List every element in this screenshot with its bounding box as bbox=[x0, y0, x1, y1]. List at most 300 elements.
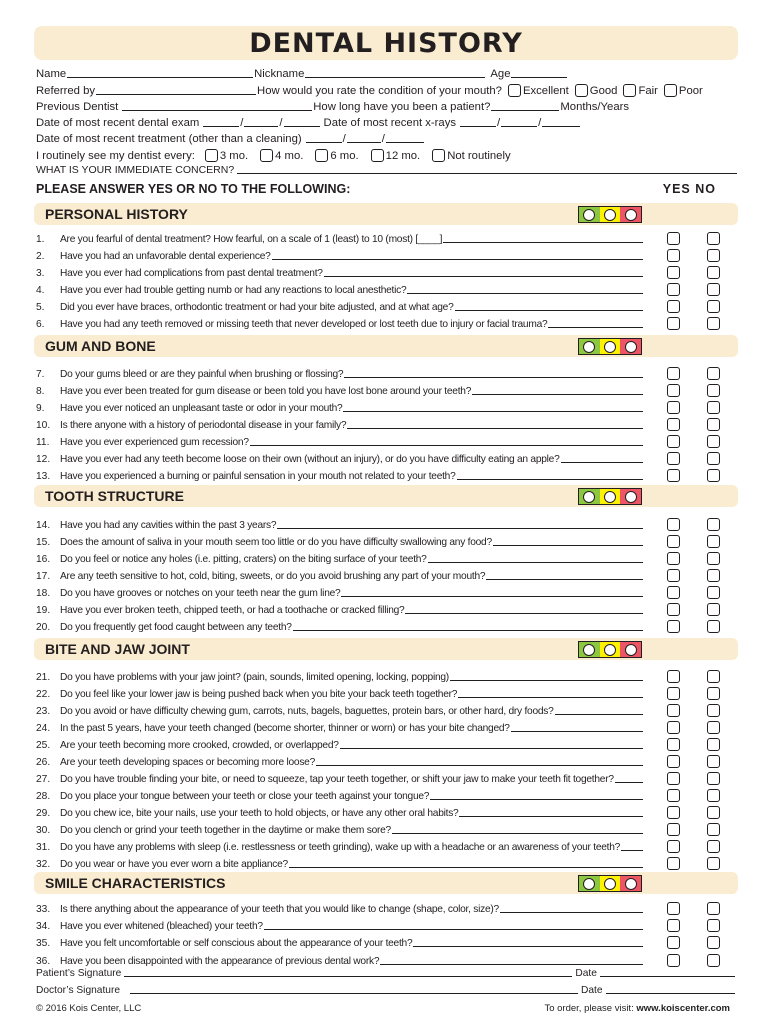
yes-checkbox[interactable] bbox=[667, 435, 680, 448]
risk-light-yellow bbox=[600, 207, 621, 222]
section-header bbox=[34, 485, 738, 507]
doctor-signature-line bbox=[36, 984, 738, 996]
answer-line[interactable] bbox=[458, 688, 643, 698]
no-checkbox[interactable] bbox=[707, 823, 720, 836]
question-text: Have you ever been treated for gum disease or been told you have lost bone around your teeth? bbox=[60, 386, 472, 397]
question-number: 22. bbox=[36, 689, 51, 700]
yes-checkbox[interactable] bbox=[667, 738, 680, 751]
section-title: PERSONAL HISTORY bbox=[45, 206, 188, 222]
question-number: 32. bbox=[36, 859, 51, 870]
concern-label: WHAT IS YOUR IMMEDIATE CONCERN? bbox=[36, 164, 235, 176]
risk-indicator bbox=[578, 488, 642, 505]
answer-line[interactable] bbox=[277, 519, 643, 529]
yes-checkbox[interactable] bbox=[667, 300, 680, 313]
answer-line[interactable] bbox=[555, 705, 643, 715]
routine-not-routinely-checkbox[interactable] bbox=[432, 149, 445, 162]
patient-info bbox=[36, 64, 736, 162]
answer-line[interactable] bbox=[428, 553, 643, 563]
no-checkbox[interactable] bbox=[707, 569, 720, 582]
info-line-exam-xrays: Date of most recent dental exam / / Date of most recent x-rays / / bbox=[36, 113, 736, 129]
question-number: 23. bbox=[36, 706, 51, 717]
answer-line[interactable] bbox=[472, 385, 643, 395]
doctor-signature-field[interactable] bbox=[130, 984, 578, 994]
section-title: TOOTH STRUCTURE bbox=[45, 488, 184, 504]
question-number: 10. bbox=[36, 420, 51, 431]
question-number: 19. bbox=[36, 605, 51, 616]
answer-line[interactable] bbox=[289, 858, 643, 868]
concern-field[interactable] bbox=[237, 163, 737, 174]
patient-date-label: Date bbox=[575, 968, 597, 979]
risk-circle-icon[interactable] bbox=[625, 644, 637, 656]
no-checkbox[interactable] bbox=[707, 586, 720, 599]
answer-line[interactable] bbox=[340, 739, 643, 749]
yes-checkbox[interactable] bbox=[667, 919, 680, 932]
section-title: BITE AND JAW JOINT bbox=[45, 641, 190, 657]
question-row bbox=[36, 735, 738, 751]
nickname-field[interactable] bbox=[305, 67, 485, 78]
question-row bbox=[36, 899, 738, 915]
no-checkbox[interactable] bbox=[707, 789, 720, 802]
yes-checkbox[interactable] bbox=[667, 789, 680, 802]
copyright: © 2016 Kois Center, LLC bbox=[36, 1003, 142, 1014]
footer bbox=[36, 1003, 730, 1014]
question-number: 11. bbox=[36, 437, 50, 448]
rate-excellent-checkbox[interactable] bbox=[508, 84, 521, 97]
question-text: Do you clench or grind your teeth together in the daytime or make them sore? bbox=[60, 825, 391, 836]
question-number: 35. bbox=[36, 938, 51, 949]
answer-line[interactable] bbox=[341, 587, 643, 597]
no-checkbox[interactable] bbox=[707, 418, 720, 431]
question-number: 31. bbox=[36, 842, 51, 853]
question-text: Do your gums bleed or are they painful when brushing or flossing? bbox=[60, 369, 344, 380]
question-text: Have you been disappointed with the appearance of previous dental work? bbox=[60, 956, 380, 967]
question-row bbox=[36, 314, 738, 330]
question-row bbox=[36, 449, 738, 465]
question-text: Have you experienced a burning or painful sensation in your mouth not related to your teeth? bbox=[60, 471, 456, 482]
yes-checkbox[interactable] bbox=[667, 755, 680, 768]
no-checkbox[interactable] bbox=[707, 317, 720, 330]
risk-light-green bbox=[579, 876, 600, 891]
no-checkbox[interactable] bbox=[707, 232, 720, 245]
recent-xrays-label: Date of most recent x-rays bbox=[323, 117, 457, 130]
routine-option-label: 3 mo. bbox=[219, 149, 249, 162]
risk-indicator bbox=[578, 641, 642, 658]
answer-line[interactable] bbox=[493, 536, 643, 546]
no-checkbox[interactable] bbox=[707, 919, 720, 932]
answer-line[interactable] bbox=[430, 790, 643, 800]
patient-signature-field[interactable] bbox=[124, 967, 572, 977]
nickname-label: Nickname bbox=[254, 68, 305, 81]
risk-circle-icon[interactable] bbox=[604, 878, 616, 890]
question-row bbox=[36, 786, 738, 802]
yes-checkbox[interactable] bbox=[667, 586, 680, 599]
answer-line[interactable] bbox=[457, 470, 643, 480]
risk-light-yellow bbox=[600, 339, 621, 354]
question-text: Do you wear or have you ever worn a bite appliance? bbox=[60, 859, 288, 870]
exam-month-field[interactable] bbox=[203, 116, 239, 127]
risk-circle-icon[interactable] bbox=[604, 209, 616, 221]
no-checkbox[interactable] bbox=[707, 535, 720, 548]
question-text: Do you have any problems with sleep (i.e. restlessness or teeth grinding), wake up with a headache or an awareness of your teeth? bbox=[60, 842, 621, 853]
yes-checkbox[interactable] bbox=[667, 721, 680, 734]
question-text: In the past 5 years, have your teeth changed (become shorter, thinner or worn) or has your bite changed? bbox=[60, 723, 510, 734]
yes-checkbox[interactable] bbox=[667, 954, 680, 967]
question-number: 12. bbox=[36, 454, 51, 465]
order-text: To order, please visit: bbox=[544, 1003, 637, 1014]
question-text: Have you had any cavities within the past 3 years? bbox=[60, 520, 277, 531]
yes-checkbox[interactable] bbox=[667, 902, 680, 915]
no-checkbox[interactable] bbox=[707, 670, 720, 683]
yes-checkbox[interactable] bbox=[667, 518, 680, 531]
risk-circle-icon[interactable] bbox=[625, 878, 637, 890]
yes-checkbox[interactable] bbox=[667, 569, 680, 582]
question-row bbox=[36, 229, 738, 245]
answer-line[interactable] bbox=[548, 318, 643, 328]
answer-line[interactable] bbox=[344, 368, 643, 378]
risk-circle-icon[interactable] bbox=[625, 209, 637, 221]
instruction-text: PLEASE ANSWER YES OR NO TO THE FOLLOWING: bbox=[36, 182, 351, 196]
answer-line[interactable] bbox=[343, 402, 643, 412]
no-checkbox[interactable] bbox=[707, 401, 720, 414]
yes-checkbox[interactable] bbox=[667, 857, 680, 870]
no-checkbox[interactable] bbox=[707, 620, 720, 633]
question-text: Have you ever experienced gum recession? bbox=[60, 437, 249, 448]
yes-checkbox[interactable] bbox=[667, 823, 680, 836]
question-text: Have you ever had trouble getting numb or had any reactions to local anesthetic? bbox=[60, 285, 407, 296]
question-text: Do you have problems with your jaw joint? (pain, sounds, limited opening, locking, popping) bbox=[60, 672, 449, 683]
yes-checkbox[interactable] bbox=[667, 603, 680, 616]
answer-line[interactable] bbox=[293, 621, 643, 631]
question-row bbox=[36, 280, 738, 296]
doctor-date-label: Date bbox=[581, 985, 603, 996]
answer-line[interactable] bbox=[380, 955, 643, 965]
routine-label: I routinely see my dentist every: bbox=[36, 149, 195, 162]
no-checkbox[interactable] bbox=[707, 367, 720, 380]
risk-indicator bbox=[578, 206, 642, 223]
question-row bbox=[36, 803, 738, 819]
question-row bbox=[36, 246, 738, 262]
question-row bbox=[36, 701, 738, 717]
question-number: 34. bbox=[36, 921, 51, 932]
answer-line[interactable] bbox=[621, 841, 643, 851]
no-checkbox[interactable] bbox=[707, 469, 720, 482]
no-checkbox[interactable] bbox=[707, 772, 720, 785]
title-bar bbox=[34, 26, 738, 60]
risk-light-green bbox=[579, 207, 600, 222]
question-row bbox=[36, 398, 738, 414]
question-number: 29. bbox=[36, 808, 51, 819]
section-title: GUM AND BONE bbox=[45, 338, 156, 354]
risk-light-green bbox=[579, 642, 600, 657]
yes-checkbox[interactable] bbox=[667, 401, 680, 414]
risk-light-green bbox=[579, 339, 600, 354]
xrays-month-field[interactable] bbox=[460, 116, 496, 127]
question-row bbox=[36, 617, 738, 633]
answer-line[interactable] bbox=[405, 604, 643, 614]
question-text: Have you ever whitened (bleached) your teeth? bbox=[60, 921, 263, 932]
answer-line[interactable] bbox=[486, 570, 643, 580]
question-text: Do you place your tongue between your teeth or close your teeth against your tongue? bbox=[60, 791, 430, 802]
risk-light-yellow bbox=[600, 642, 621, 657]
question-number: 17. bbox=[36, 571, 51, 582]
answer-line[interactable] bbox=[443, 233, 643, 243]
risk-light-yellow bbox=[600, 489, 621, 504]
no-checkbox[interactable] bbox=[707, 840, 720, 853]
patient-date-field[interactable] bbox=[600, 967, 735, 977]
question-number: 5. bbox=[36, 302, 45, 313]
recent-exam-label: Date of most recent dental exam bbox=[36, 117, 200, 130]
answer-line[interactable] bbox=[264, 920, 643, 930]
answer-line[interactable] bbox=[455, 301, 644, 311]
yes-checkbox[interactable] bbox=[667, 936, 680, 949]
question-row bbox=[36, 532, 738, 548]
yes-checkbox[interactable] bbox=[667, 806, 680, 819]
no-checkbox[interactable] bbox=[707, 687, 720, 700]
no-checkbox[interactable] bbox=[707, 806, 720, 819]
yes-checkbox[interactable] bbox=[667, 283, 680, 296]
question-row bbox=[36, 549, 738, 565]
question-number: 18. bbox=[36, 588, 51, 599]
question-text: Have you ever had complications from past dental treatment? bbox=[60, 268, 323, 279]
yes-checkbox[interactable] bbox=[667, 772, 680, 785]
no-checkbox[interactable] bbox=[707, 518, 720, 531]
yes-checkbox[interactable] bbox=[667, 317, 680, 330]
routine-3mo-checkbox[interactable] bbox=[205, 149, 218, 162]
yes-checkbox[interactable] bbox=[667, 687, 680, 700]
question-number: 26. bbox=[36, 757, 51, 768]
rate-option-label: Poor bbox=[678, 84, 703, 97]
no-checkbox[interactable] bbox=[707, 300, 720, 313]
section-header bbox=[34, 335, 738, 357]
answer-line[interactable] bbox=[316, 756, 643, 766]
no-checkbox[interactable] bbox=[707, 755, 720, 768]
exam-day-field[interactable] bbox=[244, 116, 278, 127]
answer-line[interactable] bbox=[250, 436, 643, 446]
answer-line[interactable] bbox=[615, 773, 643, 783]
yes-checkbox[interactable] bbox=[667, 384, 680, 397]
question-text: Do you feel or notice any holes (i.e. pitting, craters) on the biting surface of your teeth? bbox=[60, 554, 427, 565]
yes-checkbox[interactable] bbox=[667, 670, 680, 683]
no-checkbox[interactable] bbox=[707, 902, 720, 915]
info-line-routine bbox=[36, 145, 736, 161]
question-row bbox=[36, 684, 738, 700]
age-field[interactable] bbox=[511, 67, 567, 78]
question-row bbox=[36, 263, 738, 279]
risk-indicator bbox=[578, 338, 642, 355]
question-number: 21. bbox=[36, 672, 51, 683]
question-number: 36. bbox=[36, 956, 51, 967]
no-checkbox[interactable] bbox=[707, 452, 720, 465]
answer-line[interactable] bbox=[347, 419, 643, 429]
no-checkbox[interactable] bbox=[707, 857, 720, 870]
answer-line[interactable] bbox=[272, 250, 643, 260]
info-line-name bbox=[36, 64, 736, 80]
info-line-referred bbox=[36, 80, 736, 96]
risk-light-green bbox=[579, 489, 600, 504]
rate-fair-checkbox[interactable] bbox=[623, 84, 636, 97]
question-row bbox=[36, 515, 738, 531]
no-checkbox[interactable] bbox=[707, 936, 720, 949]
question-row bbox=[36, 466, 738, 482]
rate-option-label: Fair bbox=[638, 84, 658, 97]
instructions bbox=[36, 182, 738, 196]
question-text: Have you felt uncomfortable or self conscious about the appearance of your teeth? bbox=[60, 938, 413, 949]
risk-light-red bbox=[620, 642, 641, 657]
risk-indicator bbox=[578, 875, 642, 892]
yes-checkbox[interactable] bbox=[667, 418, 680, 431]
question-row bbox=[36, 432, 738, 448]
no-checkbox[interactable] bbox=[707, 266, 720, 279]
question-row bbox=[36, 297, 738, 313]
risk-circle-icon[interactable] bbox=[604, 644, 616, 656]
doctor-date-field[interactable] bbox=[606, 984, 735, 994]
yes-checkbox[interactable] bbox=[667, 469, 680, 482]
question-number: 14. bbox=[36, 520, 51, 531]
question-row bbox=[36, 415, 738, 431]
info-line-previous-dentist bbox=[36, 97, 736, 113]
section-header bbox=[34, 203, 738, 225]
answer-line[interactable] bbox=[561, 453, 643, 463]
question-text: Are your teeth becoming more crooked, crowded, or overlapped? bbox=[60, 740, 339, 751]
risk-circle-icon[interactable] bbox=[625, 491, 637, 503]
question-text: Is there anyone with a history of periodontal disease in your family? bbox=[60, 420, 347, 431]
section-header bbox=[34, 638, 738, 660]
no-checkbox[interactable] bbox=[707, 435, 720, 448]
risk-circle-icon[interactable] bbox=[604, 341, 616, 353]
question-number: 15. bbox=[36, 537, 51, 548]
question-text: Do you feel like your lower jaw is being pushed back when you bite your back teeth together? bbox=[60, 689, 458, 700]
rate-question: How would you rate the condition of your mouth? bbox=[257, 84, 502, 97]
treatment-day-field[interactable] bbox=[347, 132, 381, 143]
question-text: Are you fearful of dental treatment? How fearful, on a scale of 1 (least) to 10 (most) [____] bbox=[60, 234, 443, 245]
risk-circle-icon[interactable] bbox=[604, 491, 616, 503]
risk-circle-icon[interactable] bbox=[583, 878, 595, 890]
answer-line[interactable] bbox=[413, 937, 643, 947]
rate-option-label: Good bbox=[589, 84, 618, 97]
yes-checkbox[interactable] bbox=[667, 704, 680, 717]
routine-12mo-checkbox[interactable] bbox=[371, 149, 384, 162]
order-info bbox=[544, 1003, 730, 1014]
website-link[interactable]: www.koiscenter.com bbox=[636, 1003, 730, 1014]
question-row bbox=[36, 769, 738, 785]
name-label: Name bbox=[36, 68, 67, 81]
no-checkbox[interactable] bbox=[707, 954, 720, 967]
yes-checkbox[interactable] bbox=[667, 249, 680, 262]
answer-line[interactable] bbox=[324, 267, 643, 277]
risk-circle-icon[interactable] bbox=[583, 341, 595, 353]
answer-line[interactable] bbox=[450, 671, 643, 681]
answer-line[interactable] bbox=[500, 903, 643, 913]
age-label: Age bbox=[490, 68, 511, 81]
patient-signature-label: Patient’s Signature bbox=[36, 968, 122, 979]
answer-line[interactable] bbox=[392, 824, 643, 834]
referred-field[interactable] bbox=[96, 84, 256, 95]
answer-line[interactable] bbox=[407, 284, 643, 294]
question-number: 28. bbox=[36, 791, 51, 802]
no-checkbox[interactable] bbox=[707, 552, 720, 565]
answer-line[interactable] bbox=[459, 807, 643, 817]
name-field[interactable] bbox=[67, 67, 253, 78]
risk-light-red bbox=[620, 489, 641, 504]
question-number: 8. bbox=[36, 386, 45, 397]
question-row bbox=[36, 820, 738, 836]
question-text: Have you had any teeth removed or missing teeth that never developed or lost teeth due to injury or facial trauma? bbox=[60, 319, 548, 330]
no-checkbox[interactable] bbox=[707, 738, 720, 751]
question-number: 20. bbox=[36, 622, 51, 633]
risk-circle-icon[interactable] bbox=[583, 644, 595, 656]
question-number: 33. bbox=[36, 904, 51, 915]
question-row bbox=[36, 933, 738, 949]
xrays-year-field[interactable] bbox=[542, 116, 580, 127]
yes-checkbox[interactable] bbox=[667, 367, 680, 380]
how-long-field[interactable] bbox=[491, 100, 559, 111]
question-number: 1. bbox=[36, 234, 45, 245]
rate-good-checkbox[interactable] bbox=[575, 84, 588, 97]
no-checkbox[interactable] bbox=[707, 721, 720, 734]
how-long-label: How long have you been a patient? bbox=[313, 100, 491, 113]
question-row bbox=[36, 752, 738, 768]
yes-checkbox[interactable] bbox=[667, 452, 680, 465]
no-checkbox[interactable] bbox=[707, 704, 720, 717]
routine-option-label: 12 mo. bbox=[385, 149, 421, 162]
question-text: Have you ever broken teeth, chipped teeth, or had a toothache or cracked filling? bbox=[60, 605, 405, 616]
question-number: 25. bbox=[36, 740, 51, 751]
treatment-month-field[interactable] bbox=[306, 132, 342, 143]
patient-signature-line bbox=[36, 967, 738, 979]
yes-checkbox[interactable] bbox=[667, 840, 680, 853]
question-number: 2. bbox=[36, 251, 45, 262]
yes-checkbox[interactable] bbox=[667, 232, 680, 245]
question-row bbox=[36, 566, 738, 582]
risk-circle-icon[interactable] bbox=[583, 491, 595, 503]
answer-line[interactable] bbox=[511, 722, 643, 732]
question-number: 30. bbox=[36, 825, 51, 836]
immediate-concern bbox=[36, 163, 738, 176]
previous-dentist-label: Previous Dentist bbox=[36, 100, 119, 113]
question-text: Is there anything about the appearance of your teeth that you would like to change (shape, color, size)? bbox=[60, 904, 499, 915]
yes-checkbox[interactable] bbox=[667, 535, 680, 548]
yes-checkbox[interactable] bbox=[667, 266, 680, 279]
no-checkbox[interactable] bbox=[707, 283, 720, 296]
rate-poor-checkbox[interactable] bbox=[664, 84, 677, 97]
no-checkbox[interactable] bbox=[707, 384, 720, 397]
routine-4mo-checkbox[interactable] bbox=[260, 149, 273, 162]
recent-treatment-label: Date of most recent treatment (other than a cleaning) bbox=[36, 133, 302, 146]
routine-option-label: 6 mo. bbox=[330, 149, 359, 162]
question-number: 7. bbox=[36, 369, 45, 380]
exam-year-field[interactable] bbox=[284, 116, 320, 127]
treatment-year-field[interactable] bbox=[386, 132, 424, 143]
question-text: Do you have trouble finding your bite, or need to squeeze, tap your teeth together, or shift your jaw to make your teeth fit together? bbox=[60, 774, 614, 785]
yes-no-header: YES NO bbox=[662, 182, 716, 196]
question-text: Do you chew ice, bite your nails, use your teeth to hold objects, or have any other oral habits? bbox=[60, 808, 459, 819]
no-checkbox[interactable] bbox=[707, 603, 720, 616]
yes-checkbox[interactable] bbox=[667, 552, 680, 565]
risk-circle-icon[interactable] bbox=[583, 209, 595, 221]
risk-light-yellow bbox=[600, 876, 621, 891]
question-number: 3. bbox=[36, 268, 45, 279]
previous-dentist-field[interactable] bbox=[122, 100, 312, 111]
question-text: Are your teeth developing spaces or becoming more loose? bbox=[60, 757, 315, 768]
routine-6mo-checkbox[interactable] bbox=[315, 149, 328, 162]
yes-checkbox[interactable] bbox=[667, 620, 680, 633]
question-text: Are any teeth sensitive to hot, cold, biting, sweets, or do you avoid brushing any part of your mouth? bbox=[60, 571, 486, 582]
section-header bbox=[34, 872, 738, 894]
no-checkbox[interactable] bbox=[707, 249, 720, 262]
xrays-day-field[interactable] bbox=[501, 116, 537, 127]
risk-circle-icon[interactable] bbox=[625, 341, 637, 353]
question-text: Did you ever have braces, orthodontic treatment or had your bite adjusted, and at what age? bbox=[60, 302, 454, 313]
